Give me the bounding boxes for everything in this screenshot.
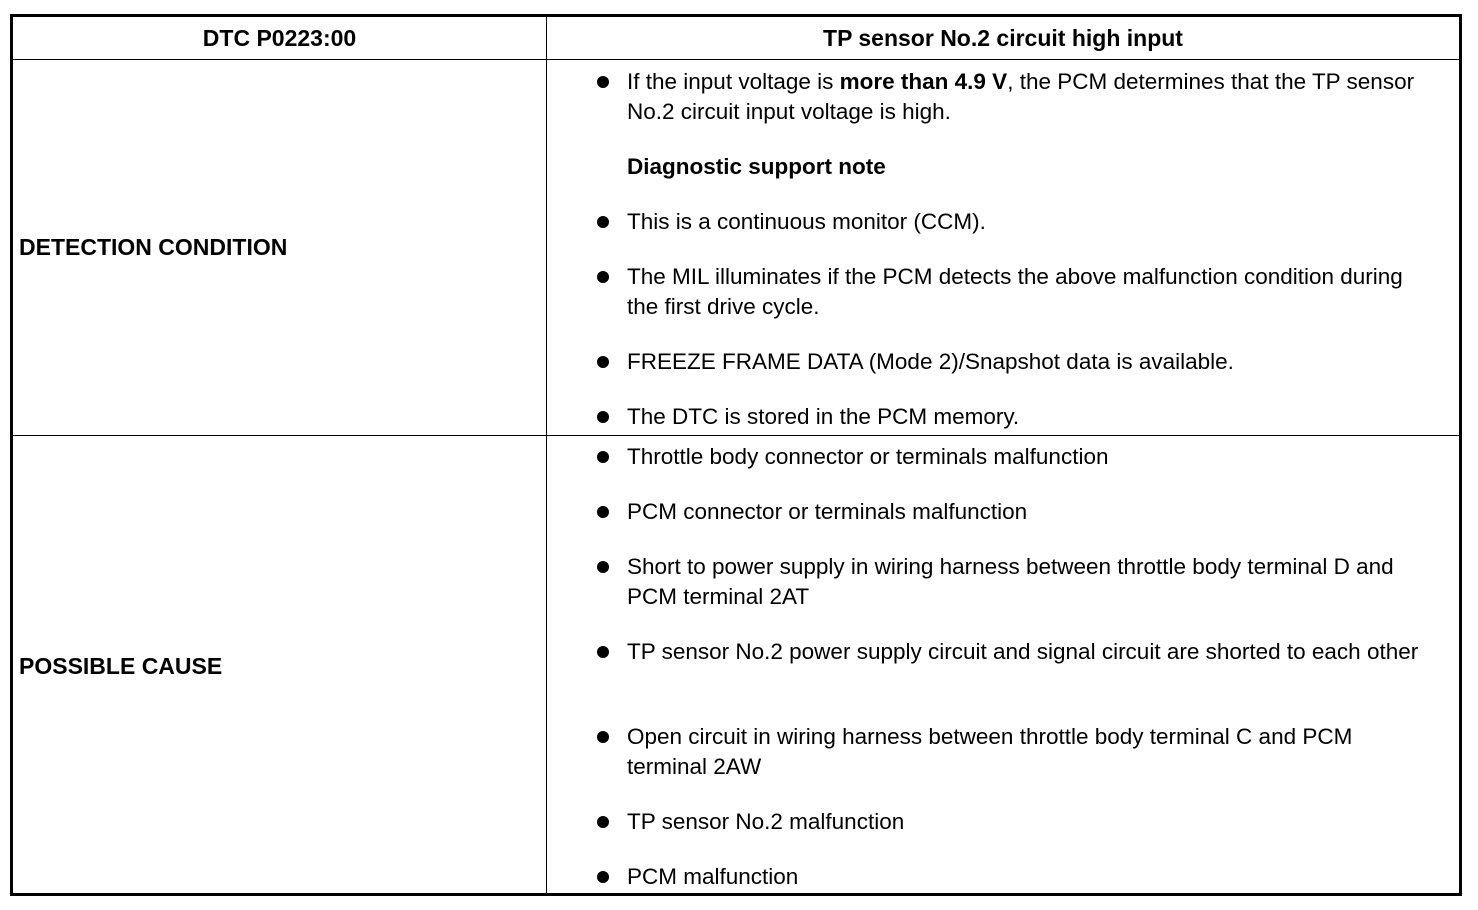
bullet-icon [597, 731, 609, 743]
bullet-icon [597, 816, 609, 828]
bullet-icon [597, 411, 609, 423]
bullet-icon [597, 871, 609, 883]
bullet-icon [597, 561, 609, 573]
voltage-threshold: more than 4.9 V [839, 69, 1008, 94]
dtc-title-header: TP sensor No.2 circuit high input [823, 24, 1183, 51]
bullet-icon [597, 506, 609, 518]
bullet-icon [597, 271, 609, 283]
bullet-icon [597, 76, 609, 88]
bullet-icon [597, 356, 609, 368]
detection-condition-content: If the input voltage is more than 4.9 V, the PCM determines that the TP sensor No.2 circuit input voltage is high. Diagnostic support note This is a continuous monitor (CCM). The MIL illuminates if the PCM detects the above malfunction condition during the first drive cycle. FREEZE FRAME DATA (Mode 2)/Snapshot data is available. The DTC is stored in the PCM memory. [547, 60, 1459, 435]
possible-cause-content: Throttle body connector or terminals malfunction PCM connector or terminals malfunction Short to power supply in wiring harness between throttle body terminal D and PCM terminal 2AT TP sensor No.2 power supply circuit and signal circuit are shorted to each other Open circuit in wiring harness between throttle body terminal C and PCM terminal 2AW TP sensor No.2 malfunction PCM malfunction [547, 436, 1459, 896]
possible-cause-label: POSSIBLE CAUSE [19, 652, 223, 679]
bullet-icon [597, 451, 609, 463]
bullet-icon [597, 216, 609, 228]
dtc-table [10, 14, 1462, 896]
detection-condition-label: DETECTION CONDITION [19, 234, 288, 260]
bullet-icon [597, 646, 609, 658]
diagnostic-note-heading: Diagnostic support note [627, 154, 886, 179]
dtc-code-header: DTC P0223:00 [202, 24, 357, 51]
